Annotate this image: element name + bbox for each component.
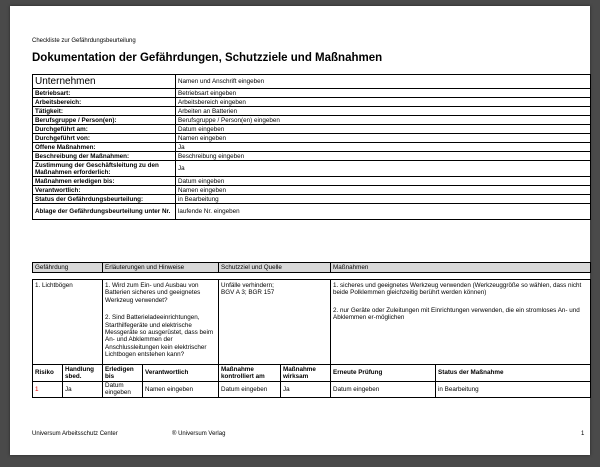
info-value[interactable]: Arbeiten an Batterien [176,107,591,116]
massnahme-2: 2. nur Geräte oder Zuleitungen mit Einrichtungen verwenden, die ein stromloses An- und Abklemmen er-möglichen [333,306,580,322]
header-massnahmen: Maßnahmen [331,263,591,273]
subheader-verantwortlich: Verantwortlich [143,365,219,382]
info-label: Zustimmung der Geschäftsleitung zu den Maßnahmen erforderlich: [33,161,176,177]
info-label: Durchgeführt am: [33,125,176,134]
subheader-status: Status der Maßnahme [436,365,591,382]
subheader-pruefung: Erneute Prüfung [331,365,436,382]
info-label: Betriebsart: [33,89,176,98]
subheader-risiko: Risiko [33,365,63,382]
value-verantwortlich[interactable]: Namen eingeben [143,382,219,398]
info-row [33,75,591,89]
info-value[interactable]: Ja [176,143,591,152]
info-label: Ablage der Gefährdungsbeurteilung unter Nr. [33,204,176,220]
value-kontrolliert[interactable]: Datum eingeben [219,382,281,398]
info-row [33,177,591,186]
footer-middle: ® Universum Verlag [172,431,226,437]
value-wirksam[interactable]: Ja [281,382,331,398]
massnahme-1: 1. sicheres und geeignetes Werkzeug verwenden (Werkzeuggröße so wählen, dass nicht beide Polklemmen gleichzeitig berührt werden können) [333,282,582,297]
info-row [33,89,591,98]
info-label: Durchgeführt von: [33,134,176,143]
info-value[interactable]: Namen eingeben [176,134,591,143]
value-handlung[interactable]: Ja [63,382,103,398]
info-row [33,116,591,125]
document-title: Dokumentation der Gefährdungen, Schutzziele und Maßnahmen [32,52,383,64]
value-erledigen[interactable]: Datum eingeben [103,382,143,398]
info-row [33,125,591,134]
header-schutzziel: Schutzziel und Quelle [219,263,331,273]
info-value[interactable]: Berufsgruppe / Person(en) eingeben [176,116,591,125]
value-status[interactable]: in Bearbeitung [436,382,591,398]
info-row [33,161,591,177]
info-value[interactable]: Arbeitsbereich eingeben [176,98,591,107]
erlaeuterung-1: 1. Wird zum Ein- und Ausbau von Batterien sicheres und geeignetes Werkzeug verwendet? [105,282,201,304]
info-label: Maßnahmen erledigen bis: [33,177,176,186]
info-value[interactable]: in Bearbeitung [176,195,591,204]
company-info-table [32,74,591,220]
info-value[interactable]: Beschreibung eingeben [176,152,591,161]
info-row [33,143,591,152]
cell-gefaehrdung: 1. Lichtbögen [33,280,103,365]
info-value[interactable]: Datum eingeben [176,125,591,134]
info-row [33,134,591,143]
info-row [33,204,591,220]
info-value[interactable]: Betriebsart eingeben [176,89,591,98]
info-label: Offene Maßnahmen: [33,143,176,152]
subheader-wirksam: Maßnahme wirksam [281,365,331,382]
info-value[interactable]: Datum eingeben [176,177,591,186]
cell-massnahmen [331,280,591,365]
info-label: Verantwortlich: [33,186,176,195]
info-row [33,186,591,195]
subheader-erledigen: Erledigen bis [103,365,143,382]
value-risiko[interactable]: 1 [33,382,63,398]
info-label: Beschreibung der Maßnahmen: [33,152,176,161]
document-subtitle: Checkliste zur Gefährdungsbeurteilung [32,38,136,44]
info-value[interactable]: laufende Nr. eingeben [176,204,591,220]
info-label: Arbeitsbereich: [33,98,176,107]
cell-erlaeuterungen [103,280,219,365]
erlaeuterung-2: 2. Sind Batterieladeeinrichtungen, Starthilfegeräte und elektrische Messgeräte so ausgerüstet, dass beim An- und Abklemmen der Anschlussleitungen kein elektrischer Lichtbogen entstehen kann? [105,314,214,359]
document-page [10,6,590,455]
info-label: Status der Gefährdungsbeurteilung: [33,195,176,204]
subheader-handlung: Handlung sbed. [63,365,103,382]
info-row [33,98,591,107]
info-row [33,152,591,161]
info-label: Berufsgruppe / Person(en): [33,116,176,125]
table-spacer [33,273,591,280]
value-pruefung[interactable]: Datum eingeben [331,382,436,398]
hazard-table [32,262,591,398]
header-gefaehrdung: Gefährdung [33,263,103,273]
footer-left: Universum Arbeitsschutz Center [32,431,118,437]
info-label: Unternehmen [33,75,176,89]
subheader-kontrolliert: Maßnahme kontrolliert am [219,365,281,382]
cell-schutzziel: Unfälle verhindern; BGV A 3; BGR 157 [219,280,331,365]
info-label: Tätigkeit: [33,107,176,116]
footer-page-number: 1 [581,431,585,437]
info-value[interactable]: Namen und Anschrift eingeben [176,75,591,89]
info-row [33,195,591,204]
info-row [33,107,591,116]
header-erlaeuterungen: Erläuterungen und Hinweise [103,263,219,273]
info-value[interactable]: Namen eingeben [176,186,591,195]
info-value[interactable]: Ja [176,161,591,177]
